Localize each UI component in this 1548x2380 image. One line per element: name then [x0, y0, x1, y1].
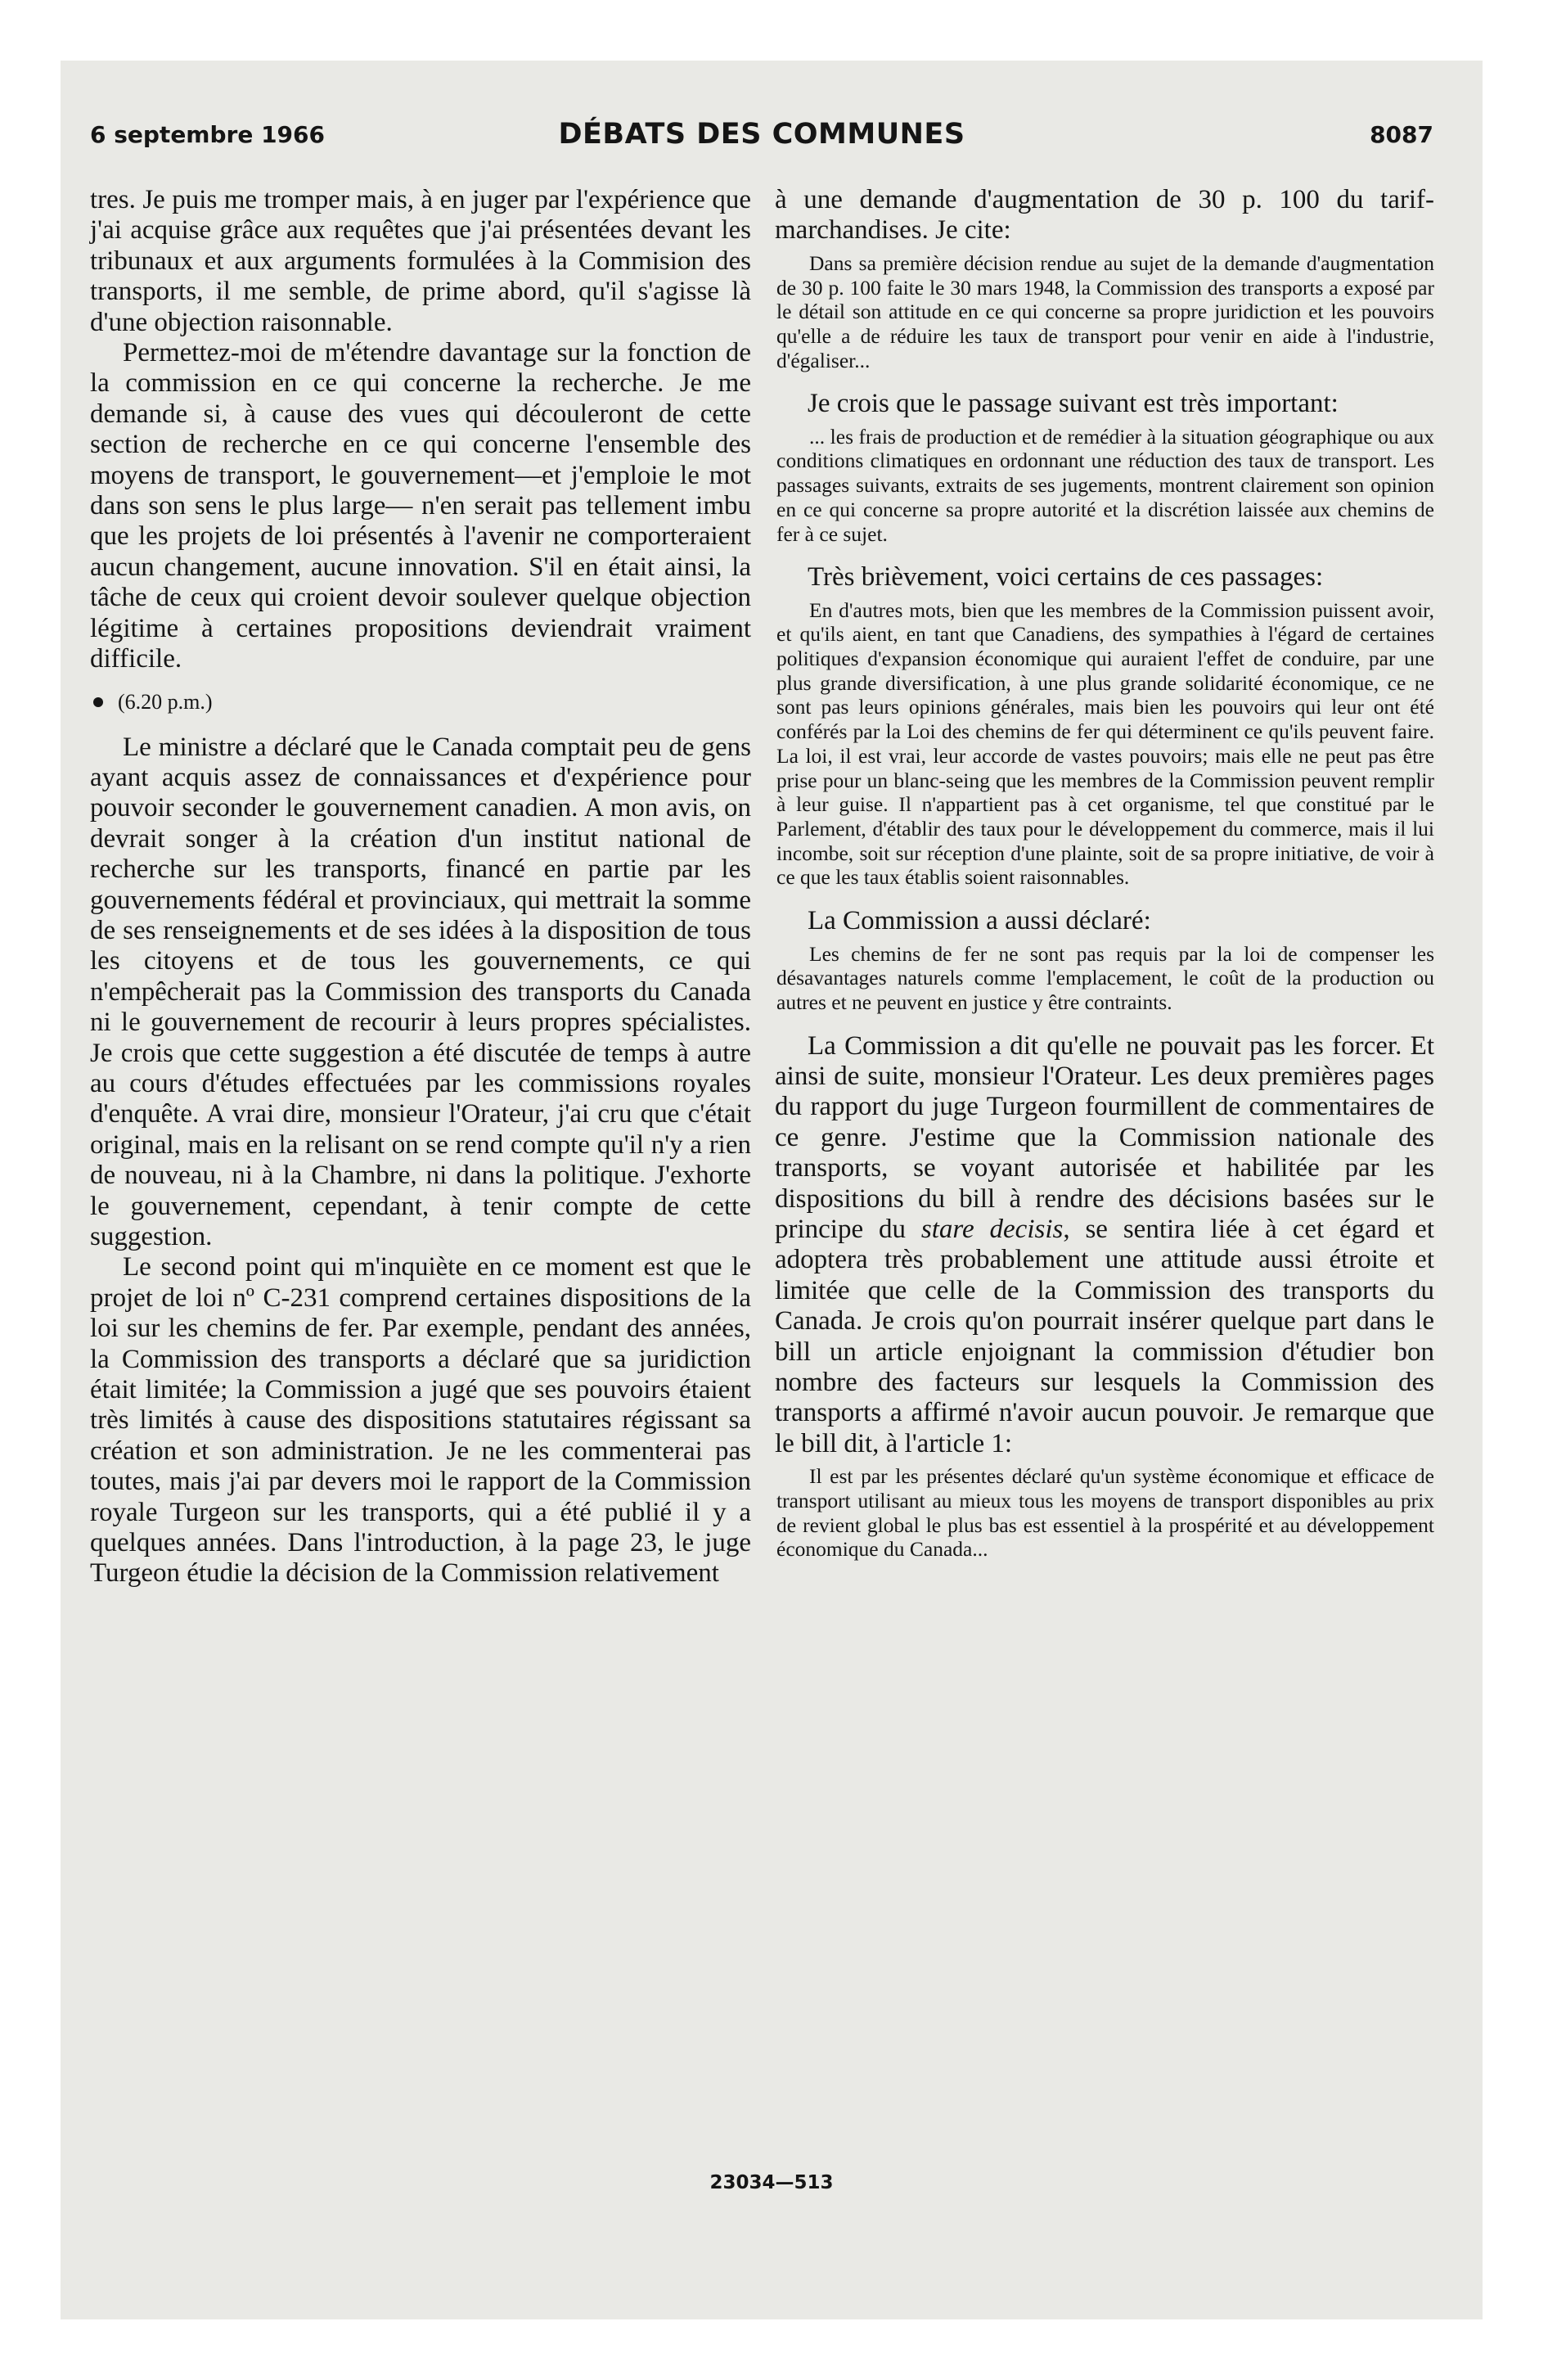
paragraph-text: , se sentira liée à cet égard et adoptera très probablement une attitude aussi étroite et limitée que celle de la Commission des transports du Canada. Je crois qu'on pourrait insérer quelque part dans le bill un article enjoignant la commission d'étudier bon nombre des facteurs sur lesquels la Commission des transports a affirmé n'avoir aucun pouvoir. Je remarque que le bill dit, à l'article 1: — [775, 1215, 1434, 1458]
paragraph: tres. Je puis me tromper mais, à en juger par l'expérience que j'ai acquise grâce aux requêtes que j'ai présentées devant les tribunaux et aux arguments formulées à la Commision des transports, il me semble, de prime abord, qu'il s'agisse là d'une objection raisonnable. — [90, 185, 751, 337]
latin-phrase: stare decisis — [920, 1215, 1064, 1245]
left-column — [90, 185, 751, 1589]
paragraph: Je crois que le passage suivant est très important: — [808, 389, 1339, 419]
paragraph-text: La Commission a dit qu'elle ne pouvait pas les forcer. Et ainsi de suite, monsieur l'Orateur. Les deux premières pages du rapport du juge Turgeon fourmillent de commentaires de ce genre. J'estime que la Commission nationale des transports, se voyant autorisée et habilitée par les dispositions du bill à rendre des décisions basées sur le principe du — [775, 1030, 1434, 1245]
timestamp-text: (6.20 p.m.) — [118, 689, 213, 714]
timestamp — [90, 690, 751, 714]
block-quote: Il est par les présentes déclaré qu'un système économique et efficace de transport utilisant au mieux tous les moyens de transport disponibles au prix de revient global le plus bas est essentiel à la prospérité et au développement économique du Canada... — [776, 1464, 1434, 1562]
block-quote: ... les frais de production et de remédier à la situation géographique ou aux conditions climatiques en ordonnant une réduction des taux de transport. Les passages suivants, extraits de ses jugements, montrent clairement son opinion en ce qui concerne sa propre autorité et la discrétion laissée aux chemins de fer à ce sujet. — [776, 424, 1434, 546]
paragraph: Le ministre a déclaré que le Canada comptait peu de gens ayant acquis assez de connaissances et d'expérience pour pouvoir seconder le gouvernement canadien. A mon avis, on devrait songer à la création d'un institut national de recherche sur les transports, financé en partie par les gouvernements fédéral et provinciaux, qui mettrait la somme de ses renseignements et de ses idées à la disposition de tous les citoyens et de tous les gouvernements, ce qui n'empêcherait pas la Commission des transports du Canada ni le gouvernement de recourir à leurs propres spécialistes. Je crois que cette suggestion a été discutée de temps à autre au cours d'études effectuées par les commissions royales d'enquête. A vrai dire, monsieur l'Orateur, j'ai cru que c'était original, mais en la relisant on se rend compte qu'il n'y a rien de nouveau, ni à la Chambre, ni dans la politique. J'exhorte le gouvernement, cependant, à tenir compte de cette suggestion. — [90, 732, 751, 1251]
paragraph: Le second point qui m'inquiète en ce moment est que le projet de loi nº C-231 comprend certaines dispositions de la loi sur les chemins de fer. Par exemple, pendant des années, la Commission des transports a déclaré que sa juridiction était limitée; la Commission a jugé que ses pouvoirs étaient très limités à cause des dispositions statutaires régissant sa création et son administration. Je ne les commenterai pas toutes, mais j'ai par devers moi le rapport de la Commission royale Turgeon sur les transports, qui a été publié il y a quelques années. Dans l'introduction, à la page 23, le juge Turgeon étudie la décision de la Commission relativement — [90, 1252, 751, 1589]
paragraph: Très brièvement, voici certains de ces passages: — [808, 562, 1324, 593]
running-head — [90, 118, 1433, 151]
header-title: DÉBATS DES COMMUNES — [558, 118, 965, 151]
block-quote: Les chemins de fer ne sont pas requis par la loi de compenser les désavantages naturels comme l'emplacement, le coût de la production ou autres et ne peuvent en justice y être contraints. — [776, 941, 1434, 1014]
block-quote: En d'autres mots, bien que les membres de la Commission puissent avoir, et qu'ils aient, en tant que Canadiens, des sympathies à l'égard de certaines politiques d'expansion économique qui auraient l'effet de conduire, par une plus grande diversification, à une plus grande solidarité économique, ce ne sont pas leurs opinions générales, mais bien les pouvoirs qui leur ont été conférés par la Loi des chemins de fer qui déterminent ce qu'ils peuvent faire. La loi, il est vrai, leur accorde de vastes pouvoirs; mais elle ne peut pas être prise pour un blanc-seing que les membres de la Commission peuvent remplir à leur guise. Il n'appartient pas à cet organisme, tel que constitué par le Parlement, d'établir des taux pour le développement du commerce, mais il lui incombe, soit sur réception d'une plainte, soit de sa propre initiative, de voir à ce que les taux établis soient raisonnables. — [776, 597, 1434, 890]
hansard-page — [61, 61, 1483, 2319]
printer-signature: 23034—513 — [709, 2172, 834, 2193]
header-date: 6 septembre 1966 — [90, 121, 325, 148]
paragraph — [775, 1031, 1434, 1460]
bullet-icon — [93, 697, 103, 707]
paragraph: Permettez-moi de m'étendre davantage sur la fonction de la commission en ce qui concerne la recherche. Je me demande si, à cause des vues qui découleront de cette section de recherche en ce qui concerne l'ensemble des moyens de transport, le gouvernement—et j'emploie le mot dans son sens le plus large— n'en serait pas tellement imbu que les projets de loi présentés à l'avenir ne comporteraient aucun changement, aucune innovation. S'il en était ainsi, la tâche de ceux qui croient devoir soulever quelque objection légitime à certaines propositions deviendrait vraiment difficile. — [90, 338, 751, 674]
paragraph: La Commission a aussi déclaré: — [808, 906, 1151, 936]
paragraph: à une demande d'augmentation de 30 p. 100 du tarif-marchandises. Je cite: — [775, 185, 1434, 246]
block-quote: Dans sa première décision rendue au sujet de la demande d'augmentation de 30 p. 100 faite le 30 mars 1948, la Commission des transports a exposé par le détail son attitude en ce qui concerne sa propre juridiction et les pouvoirs qu'elle a de réduire les taux de transport pour venir en aide à l'industrie, d'égaliser... — [776, 250, 1434, 372]
header-page-number: 8087 — [1370, 121, 1433, 148]
right-column — [775, 185, 1434, 1578]
